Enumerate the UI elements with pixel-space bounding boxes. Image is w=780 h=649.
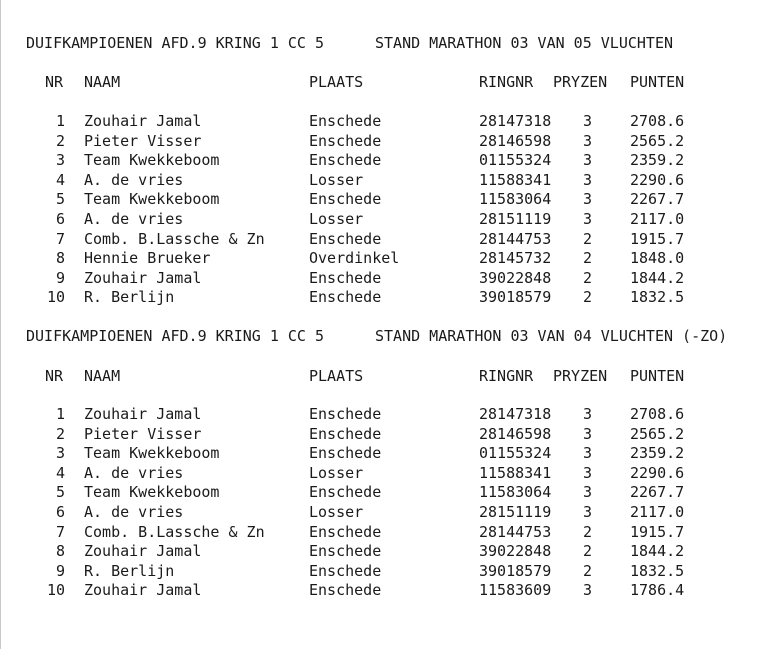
table-row — [1, 248, 780, 268]
cell-plaats: Losser — [309, 210, 364, 228]
cell-pryzen: 3 — [583, 210, 593, 228]
cell-pryzen: 3 — [583, 112, 593, 130]
cell-punten: 2359.2 — [630, 151, 685, 170]
cell-plaats: Enschede — [309, 268, 382, 287]
cell-naam: R. Berlijn — [84, 561, 175, 580]
section-title-right: STAND MARATHON 03 VAN 05 VLUCHTEN — [375, 34, 674, 52]
cell-plaats: Overdinkel — [309, 249, 400, 268]
header-ringnr: RINGNR — [479, 367, 534, 385]
cell-pryzen: 3 — [583, 151, 593, 170]
cell-pryzen: 2 — [583, 249, 593, 268]
table-row — [1, 209, 780, 229]
cell-punten: 1786.4 — [630, 581, 685, 600]
cell-ringnr: 39022848 — [479, 268, 552, 287]
cell-ringnr: 28147318 — [479, 405, 552, 423]
header-pryzen: PRYZEN — [553, 367, 608, 385]
cell-nr: 1 — [55, 405, 65, 423]
cell-ringnr: 01155324 — [479, 444, 552, 463]
cell-nr: 5 — [55, 483, 65, 502]
cell-plaats: Enschede — [309, 151, 382, 170]
cell-punten: 2565.2 — [630, 424, 685, 443]
header-pryzen: PRYZEN — [553, 73, 608, 91]
cell-punten: 2565.2 — [630, 131, 685, 150]
cell-nr: 1 — [55, 112, 65, 130]
table-row — [1, 268, 780, 288]
cell-punten: 2290.6 — [630, 170, 685, 189]
cell-punten: 2267.7 — [630, 190, 685, 209]
table-row — [1, 522, 780, 542]
cell-naam: Zouhair Jamal — [84, 112, 202, 130]
cell-ringnr: 39018579 — [479, 561, 552, 580]
cell-plaats: Enschede — [309, 131, 382, 150]
cell-punten: 2708.6 — [630, 405, 685, 423]
cell-pryzen: 3 — [583, 190, 593, 209]
cell-ringnr: 28146598 — [479, 131, 552, 150]
cell-nr: 9 — [55, 561, 65, 580]
cell-plaats: Enschede — [309, 112, 382, 130]
cell-nr: 4 — [55, 463, 65, 482]
cell-pryzen: 2 — [583, 522, 593, 541]
cell-pryzen: 2 — [583, 561, 593, 580]
header-punten: PUNTEN — [630, 367, 685, 385]
cell-plaats: Enschede — [309, 190, 382, 209]
table-header-2 — [1, 366, 780, 386]
table-row — [1, 424, 780, 444]
cell-nr: 9 — [55, 268, 65, 287]
cell-pryzen: 3 — [583, 483, 593, 502]
cell-ringnr: 11588341 — [479, 170, 552, 189]
cell-naam: Team Kwekkeboom — [84, 444, 220, 463]
cell-pryzen: 3 — [583, 131, 593, 150]
table-row — [1, 463, 780, 483]
cell-ringnr: 11588341 — [479, 463, 552, 482]
table-row — [1, 287, 780, 307]
cell-nr: 3 — [55, 151, 65, 170]
header-plaats: PLAATS — [309, 367, 364, 385]
cell-ringnr: 11583064 — [479, 483, 552, 502]
cell-nr: 3 — [55, 444, 65, 463]
header-ringnr: RINGNR — [479, 73, 534, 91]
cell-naam: A. de vries — [84, 503, 184, 521]
cell-punten: 1844.2 — [630, 542, 685, 561]
cell-plaats: Enschede — [309, 288, 382, 307]
cell-naam: Team Kwekkeboom — [84, 190, 220, 209]
cell-ringnr: 28146598 — [479, 424, 552, 443]
cell-punten: 2117.0 — [630, 210, 685, 228]
table-row — [1, 502, 780, 522]
section-title-1 — [1, 33, 780, 53]
cell-pryzen: 3 — [583, 503, 593, 521]
cell-pryzen: 3 — [583, 444, 593, 463]
cell-punten: 1832.5 — [630, 561, 685, 580]
cell-nr: 5 — [55, 190, 65, 209]
cell-pryzen: 3 — [583, 405, 593, 423]
cell-ringnr: 01155324 — [479, 151, 552, 170]
table-row — [1, 229, 780, 249]
cell-nr: 6 — [55, 210, 65, 228]
cell-punten: 2267.7 — [630, 483, 685, 502]
cell-nr: 7 — [55, 229, 65, 248]
cell-ringnr: 11583064 — [479, 190, 552, 209]
cell-ringnr: 28145732 — [479, 249, 552, 268]
cell-nr: 8 — [55, 249, 65, 268]
cell-plaats: Enschede — [309, 405, 382, 423]
table-header-1 — [1, 72, 780, 92]
cell-punten: 2708.6 — [630, 112, 685, 130]
cell-naam: Zouhair Jamal — [84, 268, 202, 287]
cell-naam: Comb. B.Lassche & Zn — [84, 522, 265, 541]
table-row — [1, 111, 780, 131]
table-row — [1, 189, 780, 209]
table-row — [1, 131, 780, 151]
cell-plaats: Losser — [309, 463, 364, 482]
cell-punten: 2290.6 — [630, 463, 685, 482]
cell-plaats: Enschede — [309, 424, 382, 443]
cell-ringnr: 28151119 — [479, 210, 552, 228]
cell-nr: 6 — [55, 503, 65, 521]
cell-naam: A. de vries — [84, 210, 184, 228]
table-row — [1, 404, 780, 424]
section-title-left: DUIFKAMPIOENEN AFD.9 KRING 1 CC 5 — [26, 327, 325, 345]
cell-naam: Pieter Visser — [84, 424, 202, 443]
cell-pryzen: 3 — [583, 581, 593, 600]
section-title-left: DUIFKAMPIOENEN AFD.9 KRING 1 CC 5 — [26, 34, 325, 52]
cell-nr: 10 — [46, 288, 65, 307]
header-nr: NR — [45, 367, 64, 385]
cell-pryzen: 3 — [583, 170, 593, 189]
cell-naam: Zouhair Jamal — [84, 405, 202, 423]
cell-punten: 2117.0 — [630, 503, 685, 521]
header-naam: NAAM — [84, 73, 121, 91]
cell-naam: Comb. B.Lassche & Zn — [84, 229, 265, 248]
header-nr: NR — [45, 73, 64, 91]
cell-punten: 1844.2 — [630, 268, 685, 287]
cell-nr: 7 — [55, 522, 65, 541]
table-row — [1, 170, 780, 190]
table-row — [1, 541, 780, 561]
cell-pryzen: 2 — [583, 268, 593, 287]
cell-ringnr: 39022848 — [479, 542, 552, 561]
cell-plaats: Enschede — [309, 483, 382, 502]
cell-plaats: Enschede — [309, 522, 382, 541]
table-row — [1, 443, 780, 463]
cell-punten: 1832.5 — [630, 288, 685, 307]
cell-plaats: Losser — [309, 170, 364, 189]
cell-punten: 1915.7 — [630, 522, 685, 541]
cell-ringnr: 28144753 — [479, 522, 552, 541]
cell-nr: 2 — [55, 131, 65, 150]
cell-pryzen: 3 — [583, 424, 593, 443]
header-naam: NAAM — [84, 367, 121, 385]
section-title-right: STAND MARATHON 03 VAN 04 VLUCHTEN (-ZO) — [375, 327, 728, 345]
table-row — [1, 561, 780, 581]
cell-nr: 4 — [55, 170, 65, 189]
cell-plaats: Losser — [309, 503, 364, 521]
cell-nr: 8 — [55, 542, 65, 561]
cell-naam: Zouhair Jamal — [84, 581, 202, 600]
cell-naam: Zouhair Jamal — [84, 542, 202, 561]
cell-punten: 2359.2 — [630, 444, 685, 463]
section-title-2 — [1, 326, 780, 346]
cell-plaats: Enschede — [309, 444, 382, 463]
cell-plaats: Enschede — [309, 581, 382, 600]
cell-pryzen: 2 — [583, 229, 593, 248]
cell-pryzen: 2 — [583, 542, 593, 561]
table-row — [1, 580, 780, 600]
cell-punten: 1915.7 — [630, 229, 685, 248]
cell-plaats: Enschede — [309, 561, 382, 580]
cell-naam: R. Berlijn — [84, 288, 175, 307]
cell-ringnr: 28151119 — [479, 503, 552, 521]
table-row — [1, 150, 780, 170]
header-punten: PUNTEN — [630, 73, 685, 91]
cell-naam: Hennie Brueker — [84, 249, 211, 268]
cell-ringnr: 39018579 — [479, 288, 552, 307]
header-plaats: PLAATS — [309, 73, 364, 91]
cell-naam: A. de vries — [84, 170, 184, 189]
cell-naam: Team Kwekkeboom — [84, 151, 220, 170]
cell-pryzen: 3 — [583, 463, 593, 482]
cell-plaats: Enschede — [309, 229, 382, 248]
table-row — [1, 482, 780, 502]
cell-plaats: Enschede — [309, 542, 382, 561]
cell-pryzen: 2 — [583, 288, 593, 307]
cell-naam: A. de vries — [84, 463, 184, 482]
cell-naam: Pieter Visser — [84, 131, 202, 150]
cell-ringnr: 28144753 — [479, 229, 552, 248]
cell-ringnr: 28147318 — [479, 112, 552, 130]
cell-nr: 2 — [55, 424, 65, 443]
cell-ringnr: 11583609 — [479, 581, 552, 600]
cell-punten: 1848.0 — [630, 249, 685, 268]
cell-nr: 10 — [46, 581, 65, 600]
cell-naam: Team Kwekkeboom — [84, 483, 220, 502]
